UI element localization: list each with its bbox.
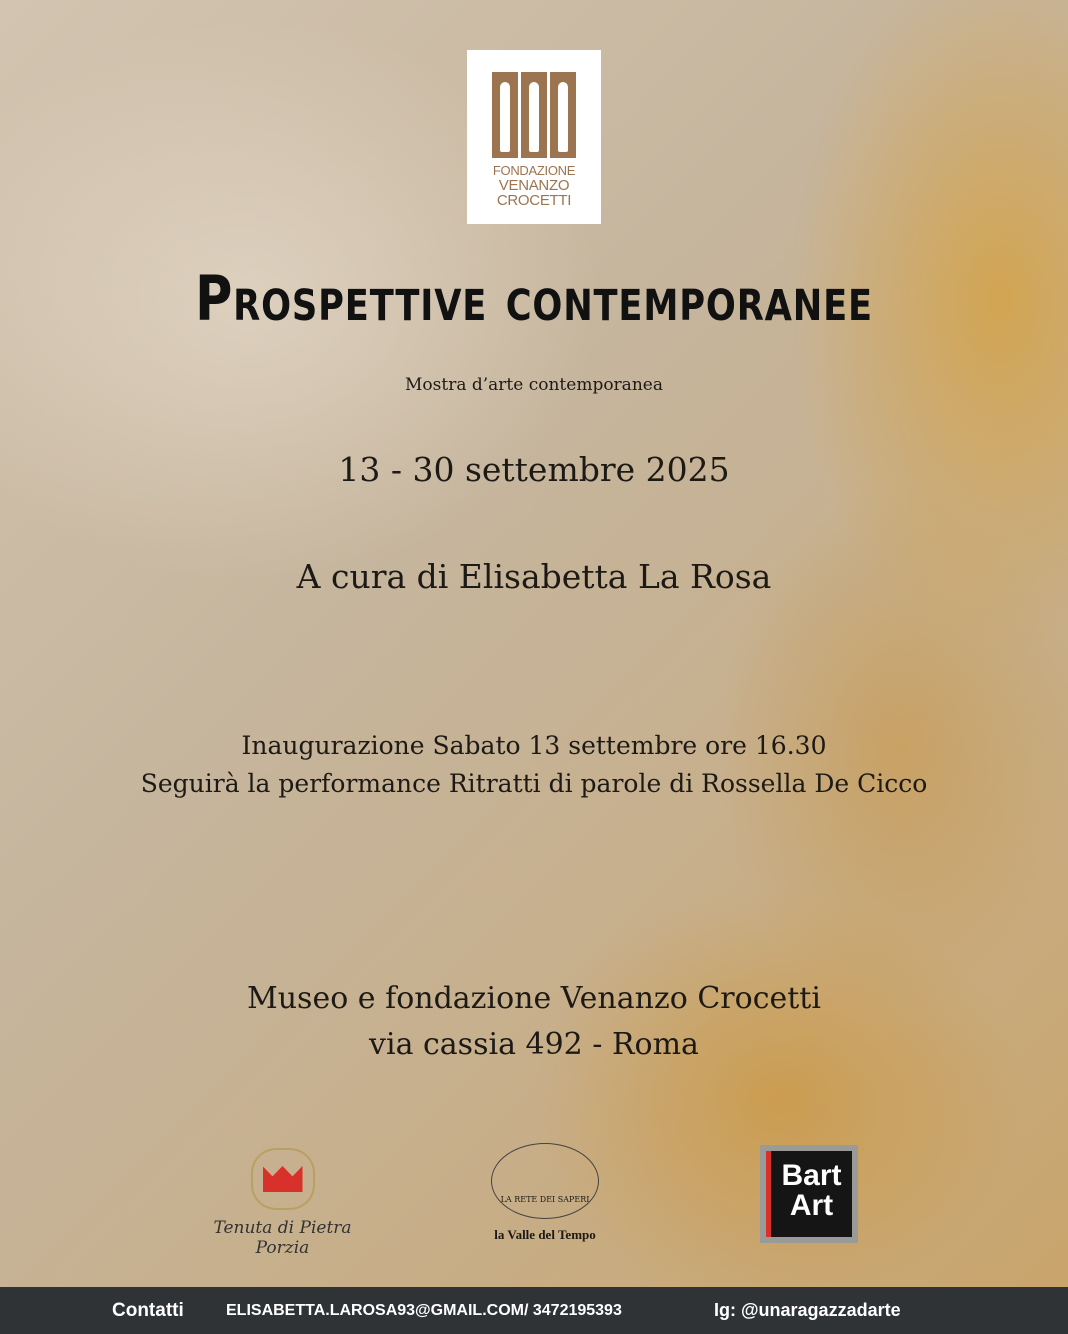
sponsor-name: Tenuta di Pietra Porzia	[213, 1218, 352, 1258]
logo-line: CROCETTI	[496, 192, 572, 209]
subtitle: Mostra d’arte contemporanea	[405, 375, 663, 395]
email-phone[interactable]: ELISABETTA.LAROSA93@GMAIL.COM/ 3472195393	[226, 1301, 622, 1319]
poster-title: Prospettive contemporanee	[195, 262, 873, 335]
venue: Museo e fondazione Venanzo Crocetti	[247, 981, 821, 1016]
logo-text: Art	[789, 1189, 834, 1222]
book-mountain-icon	[491, 1143, 599, 1219]
sponsor-valle-del-tempo	[470, 1143, 620, 1243]
venue-block	[0, 976, 1068, 1068]
sponsor-bart-art	[760, 1145, 858, 1243]
logo-text: Bart	[781, 1159, 842, 1192]
instagram-handle[interactable]: Ig: @unaragazzadarte	[714, 1300, 901, 1320]
event-details	[0, 727, 1068, 803]
address: via cassia 492 - Roma	[369, 1027, 699, 1062]
contact-bar	[0, 1287, 1068, 1334]
contacts-label: Contatti	[112, 1299, 184, 1321]
curator: A cura di Elisabetta La Rosa	[296, 557, 772, 596]
inauguration: Inaugurazione Sabato 13 settembre ore 16.30	[241, 731, 827, 760]
exhibition-dates: 13 - 30 settembre 2025	[338, 450, 730, 489]
logo-line: FONDAZIONE	[492, 163, 576, 178]
logo-text: LA RETE DEI SAPERI	[500, 1195, 590, 1204]
performance: Seguirà la performance Ritratti di parole di Rossella De Cicco	[140, 769, 928, 798]
fondazione-logo	[467, 50, 601, 224]
sponsor-name: la Valle del Tempo	[494, 1227, 596, 1242]
sponsor-pietra-porzia	[195, 1148, 370, 1258]
crest-icon	[251, 1148, 315, 1210]
sculpture-figures-icon	[492, 72, 576, 158]
logo-line: VENANZO	[498, 177, 570, 194]
